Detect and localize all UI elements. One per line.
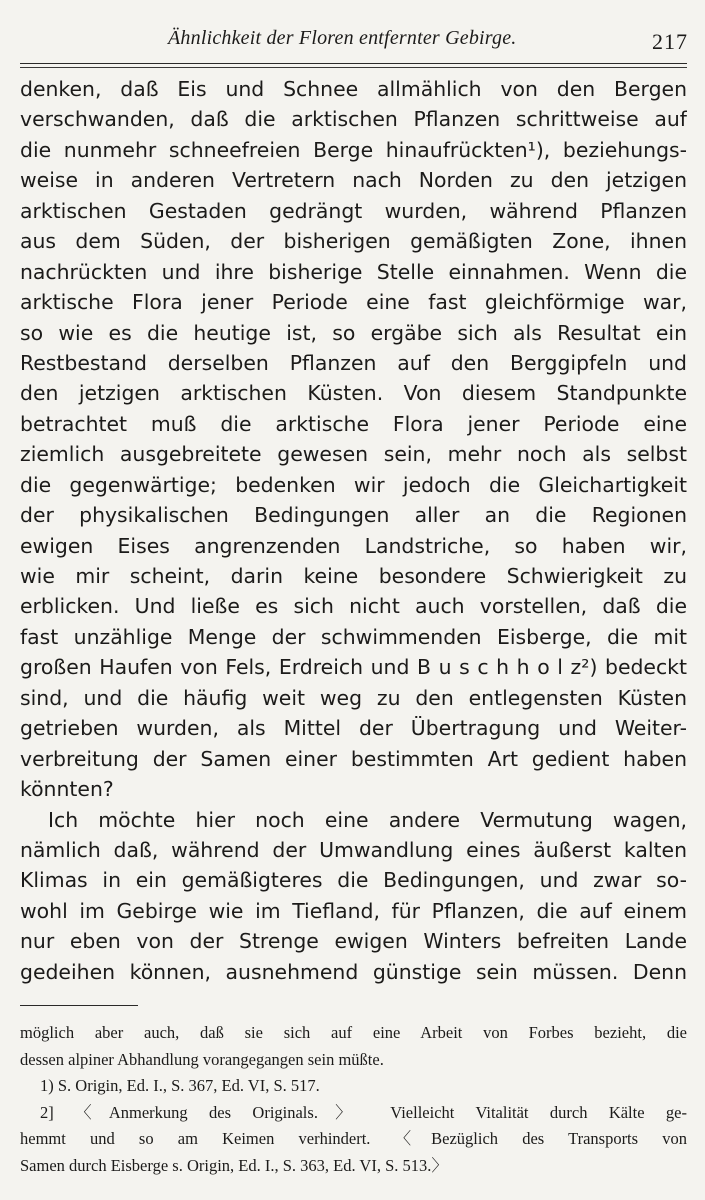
body-line: erblicken. Und ließe es sich nicht auch vorstellen, daß die xyxy=(20,594,687,619)
header-rule xyxy=(20,63,687,64)
body-line: wie mir scheint, darin keine besondere Schwierigkeit zu xyxy=(20,564,687,588)
body-line: aus dem Süden, der bisherigen gemäßigten Zone, ihnen xyxy=(20,229,687,254)
body-line: denken, daß Eis und Schnee allmählich von den Bergen xyxy=(20,77,687,101)
body-line: fast unzählige Menge der schwimmenden Eisberge, die mit xyxy=(20,624,687,649)
body-line: der physikalischen Bedingungen aller an die Regionen xyxy=(20,503,687,528)
body-line: wohl im Gebirge wie im Tiefland, für Pflanzen, die auf einem xyxy=(20,898,687,923)
body-line: Ich möchte hier noch eine andere Vermutung wagen, xyxy=(48,807,687,832)
body-line: Restbestand derselben Pflanzen auf den Berggipfeln und xyxy=(20,350,687,375)
page-number: 217 xyxy=(652,29,688,54)
header-rule-secondary xyxy=(20,67,687,68)
body-line: die gegenwärtige; bedenken wir jedoch die Gleichartigkeit xyxy=(20,472,687,497)
body-line: weise in anderen Vertretern nach Norden zu den jetzigen xyxy=(20,168,687,193)
body-line: Klimas in ein gemäßigteres die Bedingungen, und zwar so- xyxy=(20,868,687,893)
footnote-line: 2] 〈Anmerkung des Originals.〉 Vielleicht Vitalität durch Kälte ge- xyxy=(40,1102,687,1122)
body-line: nämlich daß, während der Umwandlung eines äußerst kalten xyxy=(20,837,687,862)
footnote-line: hemmt und so am Keimen verhindert. 〈Bezüglich des Transports von xyxy=(20,1129,687,1148)
footnote-line: dessen alpiner Abhandlung vorangegangen sein müßte. xyxy=(20,1049,384,1069)
running-head xyxy=(18,20,688,56)
body-text xyxy=(20,74,687,987)
body-line: die nunmehr schneefreien Berge hinaufrückten¹), beziehungs- xyxy=(20,137,687,162)
body-line: ziemlich ausgebreitete gewesen sein, mehr noch als selbst xyxy=(20,442,687,467)
footnote-line: 1) S. Origin, Ed. I., S. 367, Ed. VI, S. 517. xyxy=(40,1076,320,1095)
body-line: nur eben von der Strenge ewigen Winters befreiten Lande xyxy=(20,929,687,954)
footnote-line: möglich aber auch, daß sie sich auf eine Arbeit von Forbes bezieht, die xyxy=(20,1023,687,1042)
running-title: Ähnlichkeit der Floren entfernter Gebirge. xyxy=(168,27,517,49)
body-line: betrachtet muß die arktische Flora jener Periode eine xyxy=(20,411,687,436)
body-line: verbreitung der Samen einer bestimmten Art gedient haben xyxy=(20,746,687,771)
body-line: nachrückten und ihre bisherige Stelle einnahmen. Wenn die xyxy=(20,259,687,284)
body-line: getrieben wurden, als Mittel der Übertragung und Weiter- xyxy=(20,716,687,741)
body-line: großen Haufen von Fels, Erdreich und B u s c h h o l z²) bedeckt xyxy=(20,655,687,680)
body-line: so wie es die heutige ist, so ergäbe sich als Resultat ein xyxy=(20,320,687,345)
footnote-rule xyxy=(20,1005,138,1006)
body-line: sind, und die häufig weit weg zu den entlegensten Küsten xyxy=(20,685,687,710)
body-line: den jetzigen arktischen Küsten. Von diesem Standpunkte xyxy=(20,381,687,406)
body-line: verschwanden, daß die arktischen Pflanzen schrittweise auf xyxy=(20,107,687,132)
body-line: arktischen Gestaden gedrängt wurden, während Pflanzen xyxy=(20,198,687,223)
body-line: gedeihen können, ausnehmend günstige sein müssen. Denn xyxy=(20,959,687,984)
body-line: könnten? xyxy=(20,777,114,802)
body-line: ewigen Eises angrenzenden Landstriche, so haben wir, xyxy=(20,533,687,558)
footnote-line: Samen durch Eisberge s. Origin, Ed. I., S. 363, Ed. VI, S. 513.〉 xyxy=(20,1155,448,1175)
body-line: arktische Flora jener Periode eine fast gleichförmige war, xyxy=(20,290,687,315)
footnotes xyxy=(20,1020,687,1179)
